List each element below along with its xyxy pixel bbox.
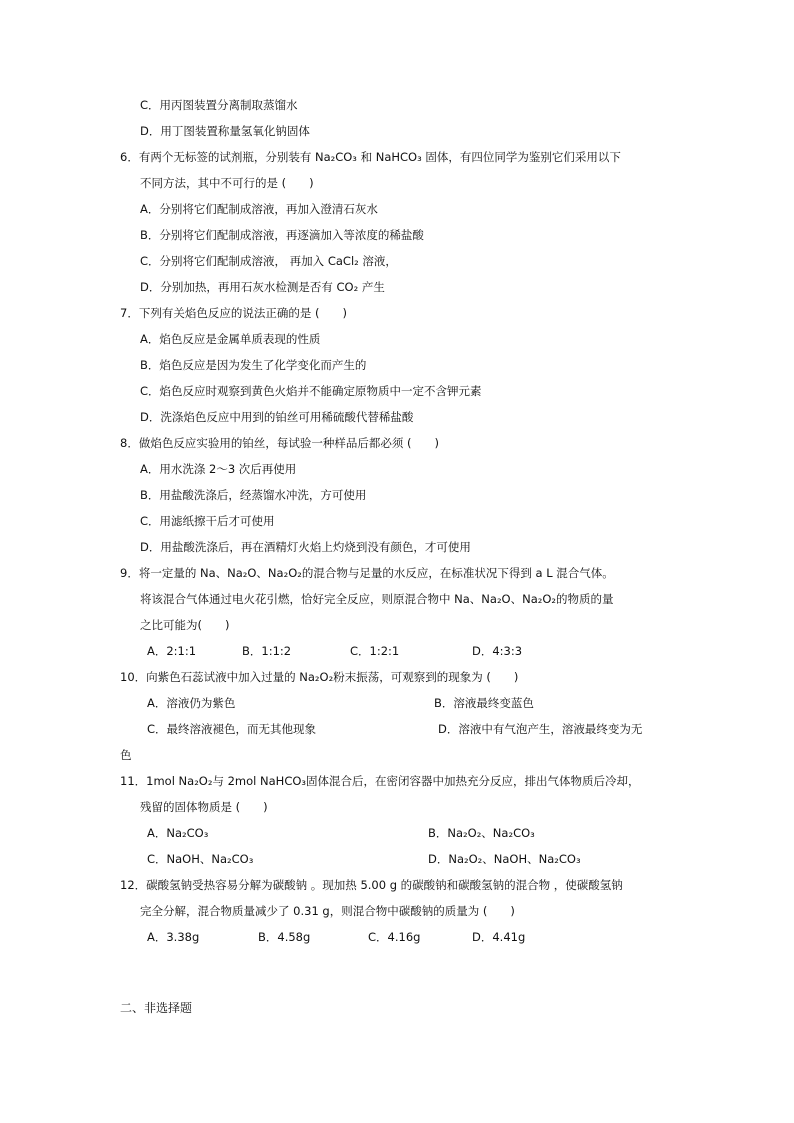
q9-option-d: D．4:3:3 [472,644,523,658]
q11-option-b: B．Na₂O₂、Na₂CO₃ [428,826,535,840]
q10-option-c: C．最终溶液褪色，而无其他现象 [147,722,317,736]
q6-stem-cont: 不同方法，其中不可行的是 ( ) [140,176,314,190]
section-heading: 二、非选择题 [120,1001,193,1015]
q7-option-b: B．焰色反应是因为发生了化学变化而产生的 [140,358,367,372]
q10-option-b: B．溶液最终变蓝色 [434,696,534,710]
q6-option-a: A．分别将它们配制成溶液，再加入澄清石灰水 [140,202,378,216]
q12-option-c: C．4.16g [368,930,421,944]
q7-option-c: C．焰色反应时观察到黄色火焰并不能确定原物质中一定不含钾元素 [140,384,482,398]
q6-option-b: B．分别将它们配制成溶液，再逐滴加入等浓度的稀盐酸 [140,228,424,242]
q6-option-c: C．分别将它们配制成溶液， 再加入 CaCl₂ 溶液， [140,254,397,268]
q10-option-d-wrap: 色 [120,748,132,762]
q9-stem-cont-2: 之比可能为( ) [140,618,230,632]
q11-option-c: C．NaOH、Na₂CO₃ [147,852,254,866]
q10-option-a: A．溶液仍为紫色 [147,696,236,710]
q12-stem: 12．碳酸氢钠受热容易分解为碳酸钠 。现加热 5.00 g 的碳酸钠和碳酸氢钠的混合物 ，使碳酸氢钠 [120,878,623,892]
q5-option-d: D．用丁图装置称量氢氧化钠固体 [140,124,310,138]
q12-option-b: B．4.58g [258,930,311,944]
q9-stem-cont-1: 将该混合气体通过电火花引燃，恰好完全反应，则原混合物中 Na、Na₂O、Na₂O₂的物质的量 [140,592,614,606]
q7-stem: 7．下列有关焰色反应的说法正确的是 ( ) [120,306,347,320]
q8-stem: 8．做焰色反应实验用的铂丝，每试验一种样品后都必须 ( ) [120,436,439,450]
q12-option-d: D．4.41g [472,930,526,944]
q8-option-b: B．用盐酸洗涤后，经蒸馏水冲洗，方可使用 [140,488,367,502]
q7-option-a: A．焰色反应是金属单质表现的性质 [140,332,321,346]
q6-stem: 6．有两个无标签的试剂瓶，分别装有 Na₂CO₃ 和 NaHCO₃ 固体，有四位同学为鉴别它们采用以下 [120,150,621,164]
q9-option-c: C．1:2:1 [350,644,400,658]
q8-option-d: D．用盐酸洗涤后，再在酒精灯火焰上灼烧到没有颜色，才可使用 [140,540,471,554]
q9-option-b: B．1:1:2 [242,644,292,658]
q7-option-d: D．洗涤焰色反应中用到的铂丝可用稀硫酸代替稀盐酸 [140,410,414,424]
q6-option-d: D．分别加热，再用石灰水检测是否有 CO₂ 产生 [140,280,385,294]
q10-option-d: D．溶液中有气泡产生，溶液最终变为无 [438,722,643,736]
q12-stem-cont: 完全分解，混合物质量减少了 0.31 g，则混合物中碳酸钠的质量为 ( ) [140,904,515,918]
q9-option-a: A．2:1:1 [147,644,197,658]
q11-option-d: D．Na₂O₂、NaOH、Na₂CO₃ [428,852,581,866]
q10-stem: 10．向紫色石蕊试液中加入过量的 Na₂O₂粉末振荡，可观察到的现象为 ( ) [120,670,519,684]
q9-stem: 9．将一定量的 Na、Na₂O、Na₂O₂的混合物与足量的水反应，在标准状况下得到 a L 混合气体。 [120,566,614,580]
q11-option-a: A．Na₂CO₃ [147,826,209,840]
q12-option-a: A．3.38g [147,930,200,944]
q8-option-c: C．用滤纸擦干后才可使用 [140,514,275,528]
q5-option-c: C．用丙图装置分离制取蒸馏水 [140,98,298,112]
q11-stem-cont: 残留的固体物质是 ( ) [140,800,268,814]
q8-option-a: A．用水洗涤 2～3 次后再使用 [140,462,297,476]
q11-stem: 11．1mol Na₂O₂与 2mol NaHCO₃固体混合后，在密闭容器中加热充分反应，排出气体物质后冷却， [120,774,640,788]
